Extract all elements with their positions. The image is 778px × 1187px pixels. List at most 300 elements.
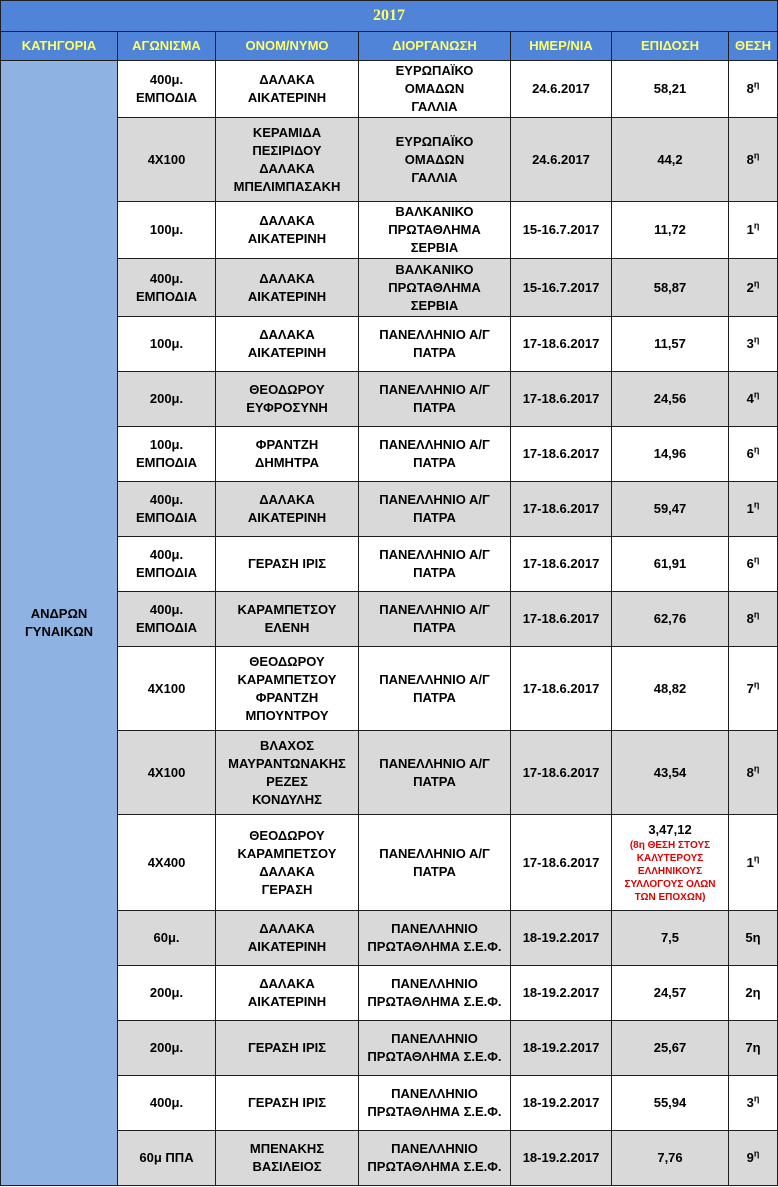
table-row bbox=[1, 427, 778, 482]
athlete-name-line: ΜΠΟΥΝΤΡΟΥ bbox=[245, 707, 329, 723]
result-cell bbox=[612, 1021, 729, 1076]
organization-line: ΠΑΝΕΛΛΗΝΙΟ Α/Γ bbox=[379, 382, 490, 397]
athlete-name-line: ΚΑΡΑΜΠΕΤΣΟΥ bbox=[237, 602, 337, 617]
table-row bbox=[1, 372, 778, 427]
organization-cell bbox=[359, 592, 511, 647]
place-cell bbox=[729, 537, 778, 592]
table-row bbox=[1, 1021, 778, 1076]
table-row bbox=[1, 118, 778, 202]
athlete-name-line: ΕΛΕΝΗ bbox=[264, 620, 310, 635]
result-value: 24,57 bbox=[653, 985, 687, 1000]
athlete-name-line: ΚΟΝΔΥΛΗΣ bbox=[252, 791, 322, 807]
table-row bbox=[1, 911, 778, 966]
result-value: 44,2 bbox=[657, 151, 683, 167]
result-cell bbox=[612, 911, 729, 966]
organization-line: ΠΑΝΕΛΛΗΝΙΟ bbox=[391, 976, 478, 991]
place-cell bbox=[729, 202, 778, 259]
organization-line: ΣΕΡΒΙΑ bbox=[410, 297, 459, 313]
date-cell: 18-19.2.2017 bbox=[511, 1076, 612, 1131]
date-cell: 17-18.6.2017 bbox=[511, 592, 612, 647]
place-suffix: η bbox=[753, 853, 760, 864]
organization-line: ΠΑΤΡΑ bbox=[413, 689, 456, 705]
result-cell bbox=[612, 202, 729, 259]
header-name: ΟΝΟΜ/ΝΥΜΟ bbox=[216, 32, 359, 61]
result-cell bbox=[612, 427, 729, 482]
header-date: ΗΜΕΡ/ΝΙΑ bbox=[511, 32, 612, 61]
athlete-name-line: ΦΡΑΝΤΖΗ bbox=[255, 689, 319, 705]
result-value: 48,82 bbox=[653, 680, 687, 696]
place-value: 4 bbox=[746, 391, 754, 406]
name-cell bbox=[216, 1131, 359, 1186]
event-cell bbox=[118, 118, 216, 202]
athlete-name-line: ΘΕΟΔΩΡΟΥ bbox=[249, 653, 325, 669]
result-value: 3,47,12 bbox=[648, 822, 692, 837]
athlete-name-line: ΔΑΛΑΚΑ bbox=[259, 160, 315, 176]
place-suffix: η bbox=[753, 150, 760, 161]
result-note-line: ΣΥΛΛΟΓΟΥΣ ΟΛΩΝ bbox=[624, 879, 716, 890]
date-cell: 17-18.6.2017 bbox=[511, 372, 612, 427]
organization-line: ΟΜΑΔΩΝ bbox=[404, 81, 465, 96]
organization-cell bbox=[359, 317, 511, 372]
organization-line: ΠΑΝΕΛΛΗΝΙΟ bbox=[391, 1031, 478, 1046]
place-value: 1 bbox=[746, 854, 754, 870]
date-cell: 17-18.6.2017 bbox=[511, 537, 612, 592]
place-cell bbox=[729, 118, 778, 202]
event-line: 400μ. bbox=[149, 492, 184, 507]
organization-line: ΠΑΤΡΑ bbox=[413, 863, 456, 879]
result-cell bbox=[612, 1076, 729, 1131]
place-value: 2η bbox=[745, 985, 761, 1000]
organization-cell bbox=[359, 202, 511, 259]
organization-line: ΕΥΡΩΠΑΪΚΟ bbox=[395, 63, 474, 78]
date-cell: 17-18.6.2017 bbox=[511, 647, 612, 731]
organization-line: ΠΑΤΡΑ bbox=[413, 565, 456, 580]
result-cell bbox=[612, 966, 729, 1021]
result-note-line: ΤΩΝ ΕΠΟΧΩΝ) bbox=[634, 892, 706, 903]
date-cell: 17-18.6.2017 bbox=[511, 731, 612, 815]
header-result: ΕΠΙΔΟΣΗ bbox=[612, 32, 729, 61]
name-cell bbox=[216, 537, 359, 592]
organization-cell bbox=[359, 815, 511, 911]
results-body bbox=[1, 1, 778, 1186]
place-suffix: η bbox=[753, 1148, 760, 1159]
place-cell bbox=[729, 482, 778, 537]
result-cell bbox=[612, 731, 729, 815]
athlete-name-line: ΡΕΖΕΣ bbox=[266, 773, 308, 789]
result-value: 14,96 bbox=[653, 446, 687, 461]
athlete-name-line: ΓΕΡΑΣΗ ΙΡΙΣ bbox=[247, 1095, 327, 1110]
table-row bbox=[1, 202, 778, 259]
organization-line: ΠΑΤΡΑ bbox=[413, 345, 456, 360]
result-cell bbox=[612, 482, 729, 537]
event-line: 100μ. bbox=[149, 222, 184, 237]
result-value: 25,67 bbox=[653, 1040, 687, 1055]
result-value: 62,76 bbox=[653, 611, 687, 626]
result-value: 7,5 bbox=[660, 930, 680, 945]
organization-line: ΒΑΛΚΑΝΙΚΟ bbox=[395, 204, 474, 219]
athlete-name-line: ΘΕΟΔΩΡΟΥ bbox=[249, 827, 325, 843]
organization-line: ΠΑΝΕΛΛΗΝΙΟ Α/Γ bbox=[379, 671, 490, 687]
organization-line: ΠΑΝΕΛΛΗΝΙΟ Α/Γ bbox=[379, 437, 490, 452]
header-place: ΘΕΣΗ bbox=[729, 32, 778, 61]
athlete-name-line: ΔΑΛΑΚΑ bbox=[259, 863, 315, 879]
event-cell bbox=[118, 202, 216, 259]
event-cell bbox=[118, 1131, 216, 1186]
event-cell bbox=[118, 592, 216, 647]
organization-line: ΠΑΤΡΑ bbox=[413, 400, 456, 415]
name-cell bbox=[216, 202, 359, 259]
result-cell bbox=[612, 815, 729, 911]
place-cell bbox=[729, 815, 778, 911]
athlete-name-line: ΚΕΡΑΜΙΔΑ bbox=[252, 124, 322, 140]
year-row bbox=[1, 1, 778, 32]
date-cell: 18-19.2.2017 bbox=[511, 966, 612, 1021]
athlete-name-line: ΜΑΥΡΑΝΤΩΝΑΚΗΣ bbox=[228, 755, 346, 771]
event-line: 4X400 bbox=[147, 854, 186, 870]
date-cell: 15-16.7.2017 bbox=[511, 202, 612, 259]
event-cell bbox=[118, 372, 216, 427]
result-value: 61,91 bbox=[653, 556, 687, 571]
athlete-name-line: ΦΡΑΝΤΖΗ bbox=[255, 437, 319, 452]
athlete-name-line: ΔΑΛΑΚΑ bbox=[259, 921, 315, 936]
result-value: 58,87 bbox=[653, 279, 687, 295]
place-value: 8 bbox=[746, 81, 754, 96]
organization-cell bbox=[359, 966, 511, 1021]
organization-line: ΒΑΛΚΑΝΙΚΟ bbox=[395, 261, 474, 277]
event-line: 100μ. bbox=[149, 437, 184, 452]
result-value: 11,72 bbox=[654, 222, 686, 237]
table-row bbox=[1, 592, 778, 647]
organization-cell bbox=[359, 537, 511, 592]
result-value: 58,21 bbox=[653, 81, 687, 96]
event-line: ΕΜΠΟΔΙΑ bbox=[136, 510, 197, 525]
organization-line: ΕΥΡΩΠΑΪΚΟ bbox=[395, 133, 474, 149]
place-cell bbox=[729, 647, 778, 731]
event-cell bbox=[118, 1021, 216, 1076]
date-cell: 18-19.2.2017 bbox=[511, 1131, 612, 1186]
place-suffix: η bbox=[753, 79, 760, 90]
event-line: ΕΜΠΟΔΙΑ bbox=[136, 90, 197, 105]
year-title: 2017 bbox=[1, 1, 778, 32]
event-line: 4X100 bbox=[147, 680, 186, 696]
place-cell bbox=[729, 317, 778, 372]
athlete-name-line: ΜΠΕΛΙΜΠΑΣΑΚΗ bbox=[233, 178, 341, 194]
event-line: 100μ. bbox=[149, 336, 184, 351]
organization-line: ΠΑΝΕΛΛΗΝΙΟ Α/Γ bbox=[379, 547, 490, 562]
header-organization: ΔΙΟΡΓΑΝΩΣΗ bbox=[359, 32, 511, 61]
name-cell bbox=[216, 259, 359, 317]
name-cell bbox=[216, 1021, 359, 1076]
result-value: 24,56 bbox=[653, 391, 687, 406]
athlete-name-line: ΔΑΛΑΚΑ bbox=[259, 976, 315, 991]
organization-cell bbox=[359, 1131, 511, 1186]
organization-cell bbox=[359, 731, 511, 815]
event-line: ΕΜΠΟΔΙΑ bbox=[136, 565, 197, 580]
event-cell bbox=[118, 731, 216, 815]
name-cell bbox=[216, 317, 359, 372]
result-cell bbox=[612, 259, 729, 317]
place-suffix: η bbox=[753, 554, 760, 565]
organization-line: ΠΡΩΤΑΘΛΗΜΑ Σ.Ε.Φ. bbox=[367, 1104, 502, 1119]
place-cell bbox=[729, 1076, 778, 1131]
athlete-name-line: ΓΕΡΑΣΗ ΙΡΙΣ bbox=[247, 1040, 327, 1055]
date-cell: 17-18.6.2017 bbox=[511, 482, 612, 537]
organization-line: ΠΡΩΤΑΘΛΗΜΑ Σ.Ε.Φ. bbox=[367, 994, 502, 1009]
date-cell: 17-18.6.2017 bbox=[511, 317, 612, 372]
result-cell bbox=[612, 1131, 729, 1186]
place-suffix: η bbox=[753, 220, 760, 231]
athlete-name-line: ΓΕΡΑΣΗ bbox=[261, 881, 313, 897]
name-cell bbox=[216, 118, 359, 202]
organization-line: ΠΑΝΕΛΛΗΝΙΟ bbox=[391, 921, 478, 936]
table-row bbox=[1, 537, 778, 592]
organization-cell bbox=[359, 61, 511, 118]
result-cell bbox=[612, 61, 729, 118]
place-value: 6 bbox=[746, 556, 754, 571]
organization-line: ΠΑΝΕΛΛΗΝΙΟ bbox=[391, 1086, 478, 1101]
event-line: 200μ. bbox=[149, 1040, 184, 1055]
place-cell bbox=[729, 1021, 778, 1076]
organization-line: ΠΑΝΕΛΛΗΝΙΟ bbox=[391, 1141, 478, 1156]
organization-line: ΠΑΤΡΑ bbox=[413, 455, 456, 470]
place-value: 3 bbox=[746, 336, 754, 351]
place-cell bbox=[729, 1131, 778, 1186]
name-cell bbox=[216, 1076, 359, 1131]
event-cell bbox=[118, 537, 216, 592]
event-cell bbox=[118, 966, 216, 1021]
result-cell bbox=[612, 592, 729, 647]
table-row bbox=[1, 966, 778, 1021]
organization-line: ΠΑΤΡΑ bbox=[413, 620, 456, 635]
organization-line: ΠΑΤΡΑ bbox=[413, 773, 456, 789]
result-value: 55,94 bbox=[653, 1095, 687, 1110]
place-value: 1 bbox=[746, 222, 754, 237]
place-suffix: η bbox=[753, 278, 760, 289]
place-suffix: η bbox=[753, 444, 760, 455]
place-value: 8 bbox=[746, 151, 754, 167]
place-suffix: η bbox=[753, 609, 760, 620]
event-line: 400μ. bbox=[149, 1095, 184, 1110]
event-line: ΕΜΠΟΔΙΑ bbox=[136, 620, 197, 635]
athlete-name-line: ΕΥΦΡΟΣΥΝΗ bbox=[246, 400, 328, 415]
place-value: 6 bbox=[746, 446, 754, 461]
place-cell bbox=[729, 592, 778, 647]
table-row bbox=[1, 317, 778, 372]
event-cell bbox=[118, 911, 216, 966]
athlete-name-line: ΔΑΛΑΚΑ bbox=[259, 492, 315, 507]
event-line: 60μ ΠΠΑ bbox=[139, 1150, 194, 1165]
date-cell: 24.6.2017 bbox=[511, 118, 612, 202]
athlete-name-line: ΒΛΑΧΟΣ bbox=[259, 737, 315, 753]
result-note-line: ΕΛΛΗΝΙΚΟΥΣ bbox=[637, 866, 703, 877]
place-cell bbox=[729, 911, 778, 966]
category-cell bbox=[1, 61, 118, 1186]
athlete-name-line: ΑΙΚΑΤΕΡΙΝΗ bbox=[247, 90, 327, 105]
organization-line: ΠΑΝΕΛΛΗΝΙΟ Α/Γ bbox=[379, 492, 490, 507]
event-line: 200μ. bbox=[149, 985, 184, 1000]
place-value: 8 bbox=[746, 611, 754, 626]
date-cell: 17-18.6.2017 bbox=[511, 427, 612, 482]
result-value: 11,57 bbox=[654, 336, 686, 351]
result-value: 7,76 bbox=[657, 1150, 683, 1165]
place-value: 1 bbox=[746, 501, 754, 516]
result-value: 59,47 bbox=[653, 501, 687, 516]
event-line: 400μ. bbox=[149, 270, 184, 286]
place-value: 2 bbox=[746, 279, 754, 295]
table-row bbox=[1, 815, 778, 911]
header-category: ΚΑΤΗΓΟΡΙΑ bbox=[1, 32, 118, 61]
athlete-name-line: ΓΕΡΑΣΗ ΙΡΙΣ bbox=[247, 556, 327, 571]
place-suffix: η bbox=[753, 763, 760, 774]
organization-cell bbox=[359, 372, 511, 427]
athlete-name-line: ΔΑΛΑΚΑ bbox=[259, 72, 315, 87]
result-cell bbox=[612, 372, 729, 427]
event-line: 400μ. bbox=[149, 602, 184, 617]
result-cell bbox=[612, 118, 729, 202]
table-row bbox=[1, 1076, 778, 1131]
athlete-name-line: ΒΑΣΙΛΕΙΟΣ bbox=[252, 1159, 322, 1174]
result-cell bbox=[612, 647, 729, 731]
name-cell bbox=[216, 731, 359, 815]
name-cell bbox=[216, 911, 359, 966]
place-cell bbox=[729, 427, 778, 482]
event-line: 60μ. bbox=[153, 930, 180, 945]
header-event: ΑΓΩΝΙΣΜΑ bbox=[118, 32, 216, 61]
place-cell bbox=[729, 372, 778, 427]
name-cell bbox=[216, 647, 359, 731]
category-label: ΓΥΝΑΙΚΩΝ bbox=[24, 624, 94, 639]
event-line: 4X100 bbox=[147, 764, 186, 780]
name-cell bbox=[216, 482, 359, 537]
organization-line: ΠΑΝΕΛΛΗΝΙΟ Α/Γ bbox=[379, 755, 490, 771]
result-cell bbox=[612, 537, 729, 592]
place-cell bbox=[729, 61, 778, 118]
date-cell: 24.6.2017 bbox=[511, 61, 612, 118]
place-cell bbox=[729, 966, 778, 1021]
event-line: ΕΜΠΟΔΙΑ bbox=[136, 288, 197, 304]
table-row bbox=[1, 61, 778, 118]
organization-line: ΠΑΝΕΛΛΗΝΙΟ Α/Γ bbox=[379, 602, 490, 617]
event-line: ΕΜΠΟΔΙΑ bbox=[136, 455, 197, 470]
event-cell bbox=[118, 482, 216, 537]
place-cell bbox=[729, 259, 778, 317]
table-row bbox=[1, 482, 778, 537]
athlete-name-line: ΑΙΚΑΤΕΡΙΝΗ bbox=[247, 510, 327, 525]
athlete-name-line: ΚΑΡΑΜΠΕΤΣΟΥ bbox=[237, 671, 337, 687]
name-cell bbox=[216, 966, 359, 1021]
athlete-name-line: ΑΙΚΑΤΕΡΙΝΗ bbox=[247, 231, 327, 246]
athlete-name-line: ΚΑΡΑΜΠΕΤΣΟΥ bbox=[237, 845, 337, 861]
athlete-name-line: ΑΙΚΑΤΕΡΙΝΗ bbox=[247, 994, 327, 1009]
organization-cell bbox=[359, 1076, 511, 1131]
organization-line: ΠΡΩΤΑΘΛΗΜΑ bbox=[388, 279, 481, 295]
place-suffix: η bbox=[753, 334, 760, 345]
organization-line: ΠΡΩΤΑΘΛΗΜΑ Σ.Ε.Φ. bbox=[367, 939, 502, 954]
date-cell: 15-16.7.2017 bbox=[511, 259, 612, 317]
athlete-name-line: ΘΕΟΔΩΡΟΥ bbox=[249, 382, 325, 397]
athlete-name-line: ΔΑΛΑΚΑ bbox=[259, 270, 315, 286]
result-note-line: (8η ΘΕΣΗ ΣΤΟΥΣ bbox=[629, 840, 711, 851]
athlete-name-line: ΑΙΚΑΤΕΡΙΝΗ bbox=[247, 939, 327, 954]
result-value: 43,54 bbox=[653, 764, 687, 780]
name-cell bbox=[216, 61, 359, 118]
event-line: 400μ. bbox=[149, 72, 184, 87]
name-cell bbox=[216, 372, 359, 427]
athlete-name-line: ΔΗΜΗΤΡΑ bbox=[255, 455, 319, 470]
place-value: 8 bbox=[746, 764, 754, 780]
athlete-name-line: ΔΑΛΑΚΑ bbox=[259, 213, 315, 228]
organization-cell bbox=[359, 647, 511, 731]
organization-line: ΠΡΩΤΑΘΛΗΜΑ Σ.Ε.Φ. bbox=[367, 1049, 502, 1064]
organization-line: ΠΑΤΡΑ bbox=[413, 510, 456, 525]
athlete-name-line: ΠΕΣΙΡΙΔΟΥ bbox=[252, 142, 322, 158]
table-row bbox=[1, 1131, 778, 1186]
place-suffix: η bbox=[753, 679, 760, 690]
organization-line: ΟΜΑΔΩΝ bbox=[404, 151, 465, 167]
organization-line: ΠΑΝΕΛΛΗΝΙΟ Α/Γ bbox=[379, 845, 490, 861]
name-cell bbox=[216, 592, 359, 647]
place-value: 7η bbox=[745, 1040, 761, 1055]
category-label: ΑΝΔΡΩΝ bbox=[30, 606, 88, 621]
organization-line: ΠΑΝΕΛΛΗΝΙΟ Α/Γ bbox=[379, 327, 490, 342]
place-value: 7 bbox=[746, 680, 754, 696]
name-cell bbox=[216, 427, 359, 482]
athlete-name-line: ΔΑΛΑΚΑ bbox=[259, 327, 315, 342]
organization-cell bbox=[359, 118, 511, 202]
place-value: 3 bbox=[746, 1095, 754, 1110]
event-cell bbox=[118, 427, 216, 482]
place-suffix: η bbox=[753, 389, 760, 400]
athlete-name-line: ΑΙΚΑΤΕΡΙΝΗ bbox=[247, 345, 327, 360]
organization-line: ΓΑΛΛΙΑ bbox=[411, 169, 458, 185]
name-cell bbox=[216, 815, 359, 911]
athlete-name-line: ΑΙΚΑΤΕΡΙΝΗ bbox=[247, 288, 327, 304]
organization-line: ΠΡΩΤΑΘΛΗΜΑ bbox=[388, 222, 481, 237]
date-cell: 17-18.6.2017 bbox=[511, 815, 612, 911]
organization-line: ΣΕΡΒΙΑ bbox=[410, 240, 459, 255]
organization-cell bbox=[359, 1021, 511, 1076]
organization-line: ΠΡΩΤΑΘΛΗΜΑ Σ.Ε.Φ. bbox=[367, 1159, 502, 1174]
place-value: 9 bbox=[746, 1150, 754, 1165]
header-row bbox=[1, 32, 778, 61]
event-cell bbox=[118, 815, 216, 911]
table-row bbox=[1, 259, 778, 317]
date-cell: 18-19.2.2017 bbox=[511, 1021, 612, 1076]
organization-line: ΓΑΛΛΙΑ bbox=[411, 99, 458, 114]
organization-cell bbox=[359, 911, 511, 966]
date-cell: 18-19.2.2017 bbox=[511, 911, 612, 966]
event-cell bbox=[118, 61, 216, 118]
table-row bbox=[1, 731, 778, 815]
table-row bbox=[1, 647, 778, 731]
result-cell bbox=[612, 317, 729, 372]
event-cell bbox=[118, 259, 216, 317]
event-cell bbox=[118, 1076, 216, 1131]
event-cell bbox=[118, 317, 216, 372]
place-suffix: η bbox=[753, 1093, 760, 1104]
place-cell bbox=[729, 731, 778, 815]
event-line: 200μ. bbox=[149, 391, 184, 406]
organization-cell bbox=[359, 427, 511, 482]
athlete-name-line: ΜΠΕΝΑΚΗΣ bbox=[249, 1141, 325, 1156]
organization-cell bbox=[359, 482, 511, 537]
event-line: 4X100 bbox=[147, 151, 186, 167]
event-line: 400μ. bbox=[149, 547, 184, 562]
event-cell bbox=[118, 647, 216, 731]
organization-cell bbox=[359, 259, 511, 317]
place-suffix: η bbox=[753, 499, 760, 510]
result-note-line: ΚΑΛΥΤΕΡΟΥΣ bbox=[636, 853, 704, 864]
